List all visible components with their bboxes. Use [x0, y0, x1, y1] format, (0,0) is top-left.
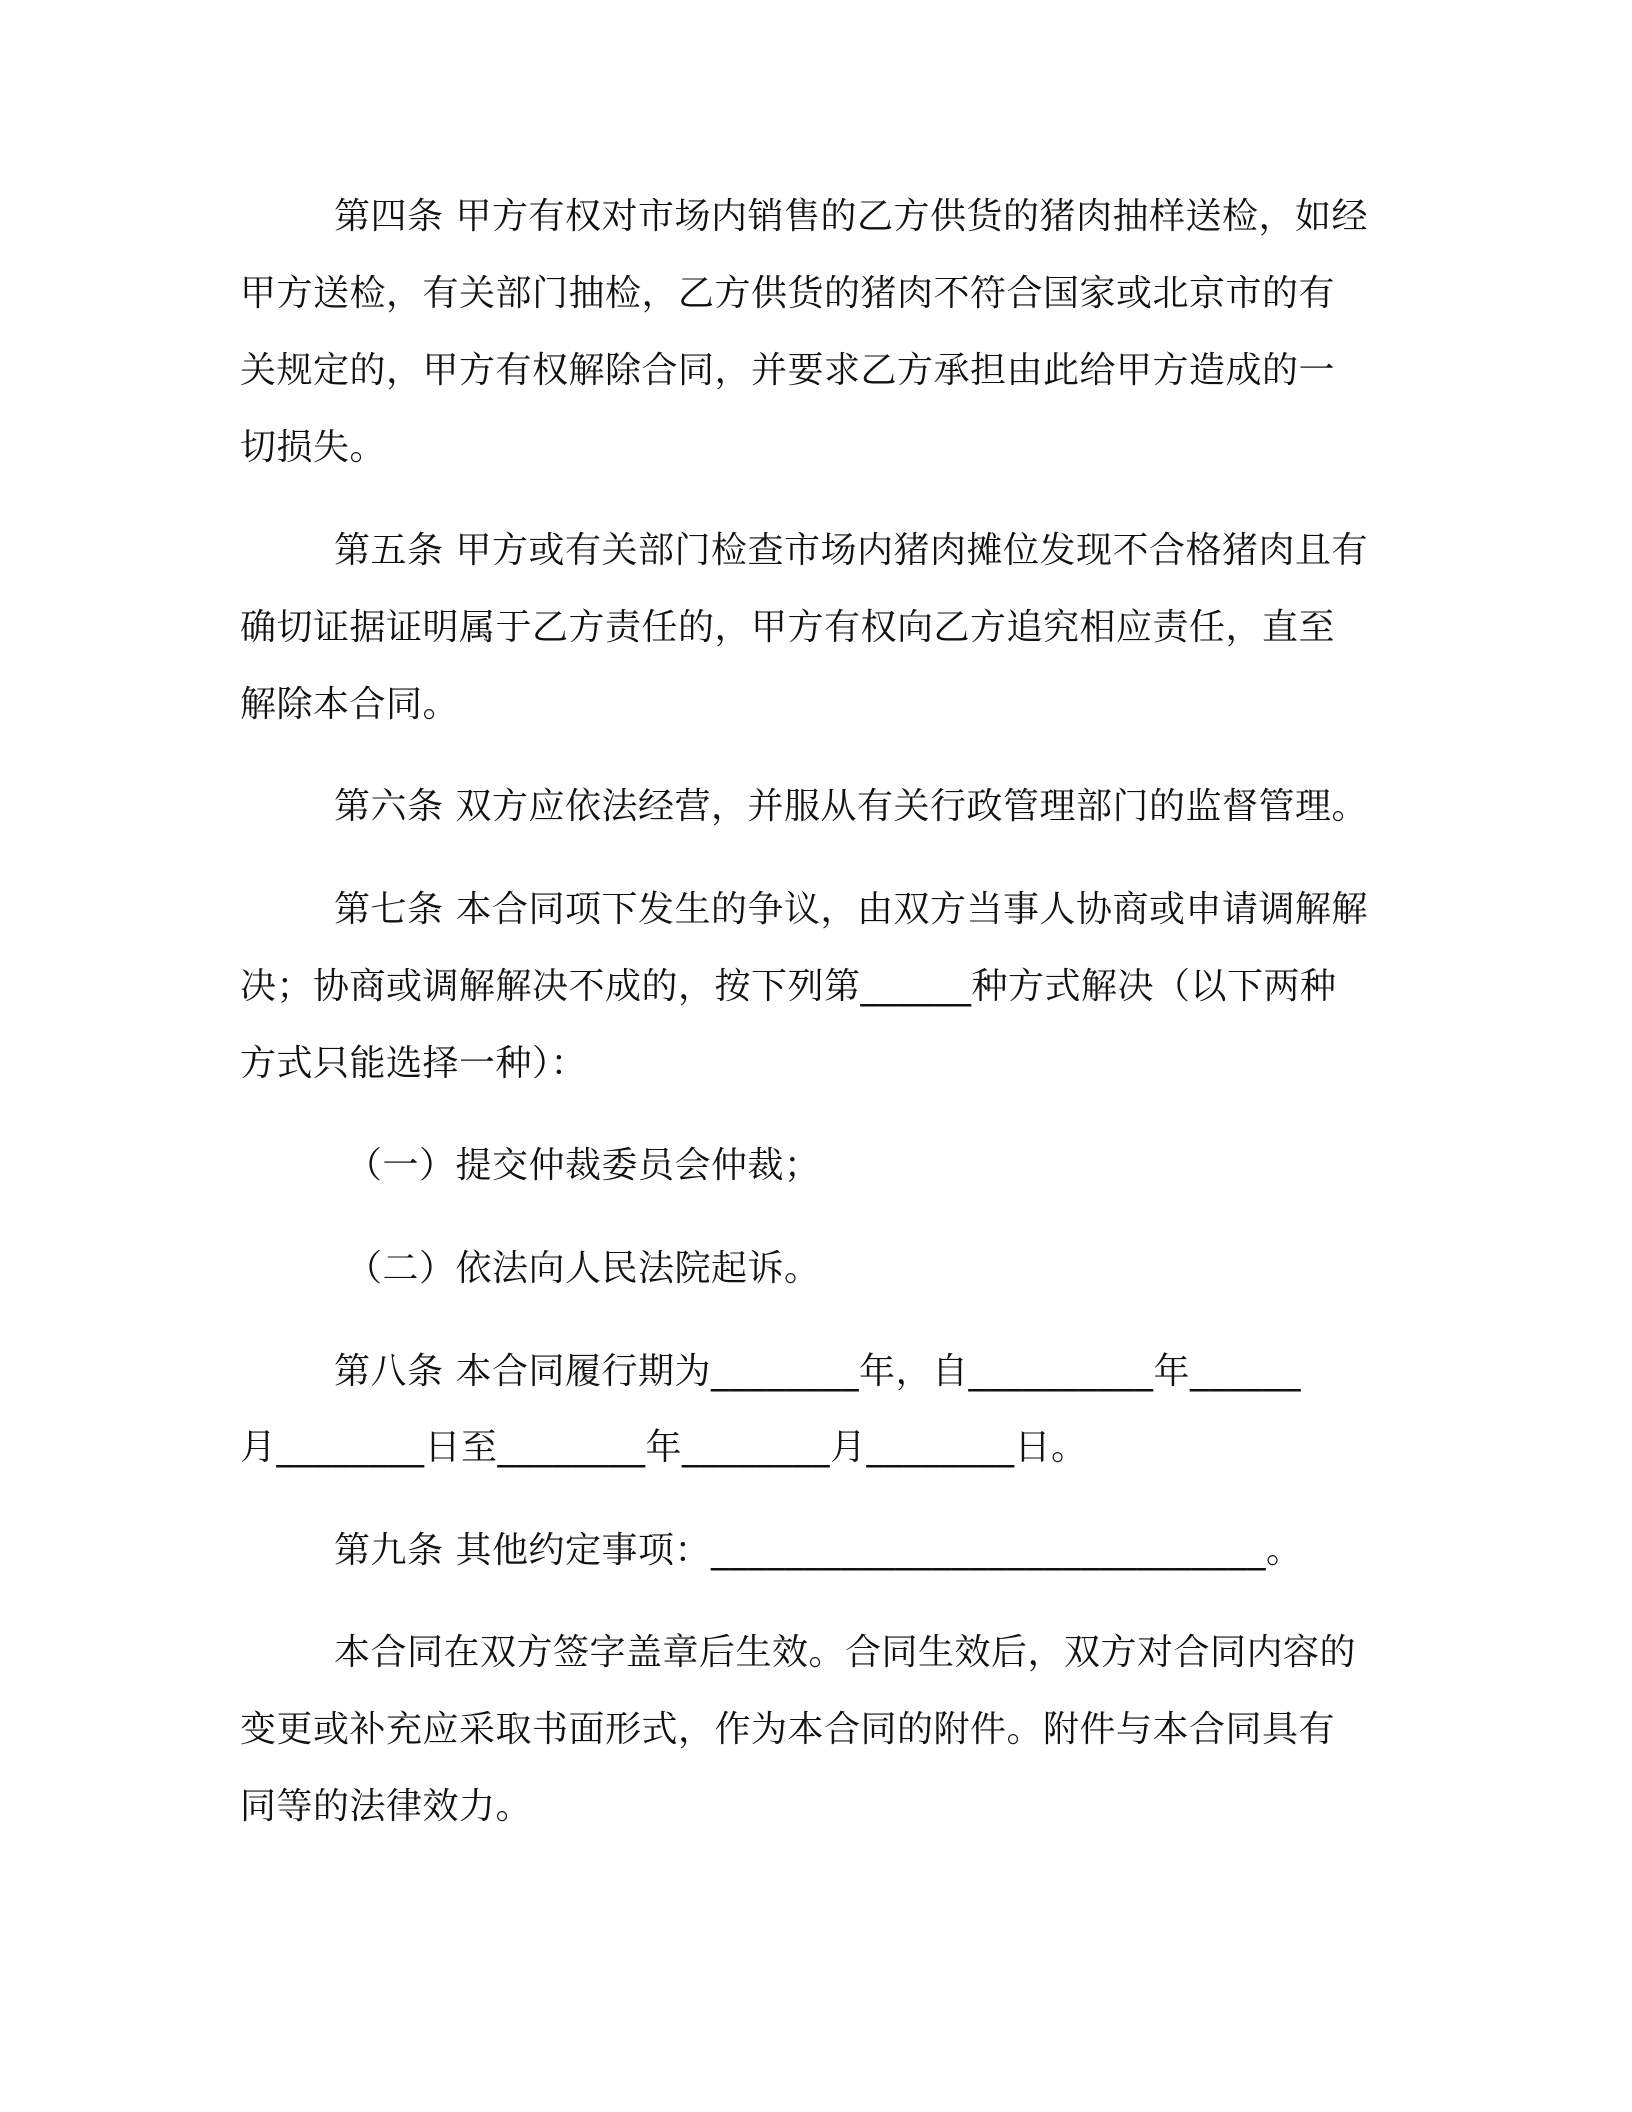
article-4-line-3: 关规定的，甲方有权解除合同，并要求乙方承担由此给甲方造成的一: [240, 350, 1336, 391]
article-7-line-3: 方式只能选择一种）：: [240, 1043, 588, 1084]
article-4-line-4: 切损失。: [240, 427, 387, 468]
closing-line-1: 本合同在双方签字盖章后生效。合同生效后，双方对合同内容的: [334, 1632, 1357, 1673]
article-7-option-1: （一）提交仲裁委员会仲裁；: [346, 1145, 821, 1186]
article-5-line-3: 解除本合同。: [240, 684, 460, 725]
closing-line-2: 变更或补充应采取书面形式，作为本合同的附件。附件与本合同具有: [240, 1709, 1336, 1750]
article-4-line-2: 甲方送检，有关部门抽检，乙方供货的猪肉不符合国家或北京市的有: [240, 273, 1336, 314]
article-6-line-1: 第六条 双方应依法经营，并服从有关行政管理部门的监督管理。: [334, 786, 1368, 827]
article-5-line-2: 确切证据证明属于乙方责任的，甲方有权向乙方追究相应责任，直至: [240, 607, 1336, 648]
article-8-line-2: 月________日至________年________月________日。: [240, 1427, 1088, 1468]
article-7-line-2: 决；协商或调解解决不成的，按下列第______种方式解决（以下两种: [240, 966, 1337, 1007]
article-9-line-1: 第九条 其他约定事项：______________________________。: [334, 1530, 1303, 1571]
closing-line-3: 同等的法律效力。: [240, 1786, 533, 1827]
article-7-line-1: 第七条 本合同项下发生的争议，由双方当事人协商或申请调解解: [334, 889, 1368, 930]
article-5-line-1: 第五条 甲方或有关部门检查市场内猪肉摊位发现不合格猪肉且有: [334, 530, 1368, 571]
article-8-line-1: 第八条 本合同履行期为________年，自__________年______: [334, 1351, 1301, 1392]
article-4-line-1: 第四条 甲方有权对市场内销售的乙方供货的猪肉抽样送检，如经: [334, 196, 1368, 237]
article-7-option-2: （二）依法向人民法院起诉。: [346, 1248, 821, 1289]
